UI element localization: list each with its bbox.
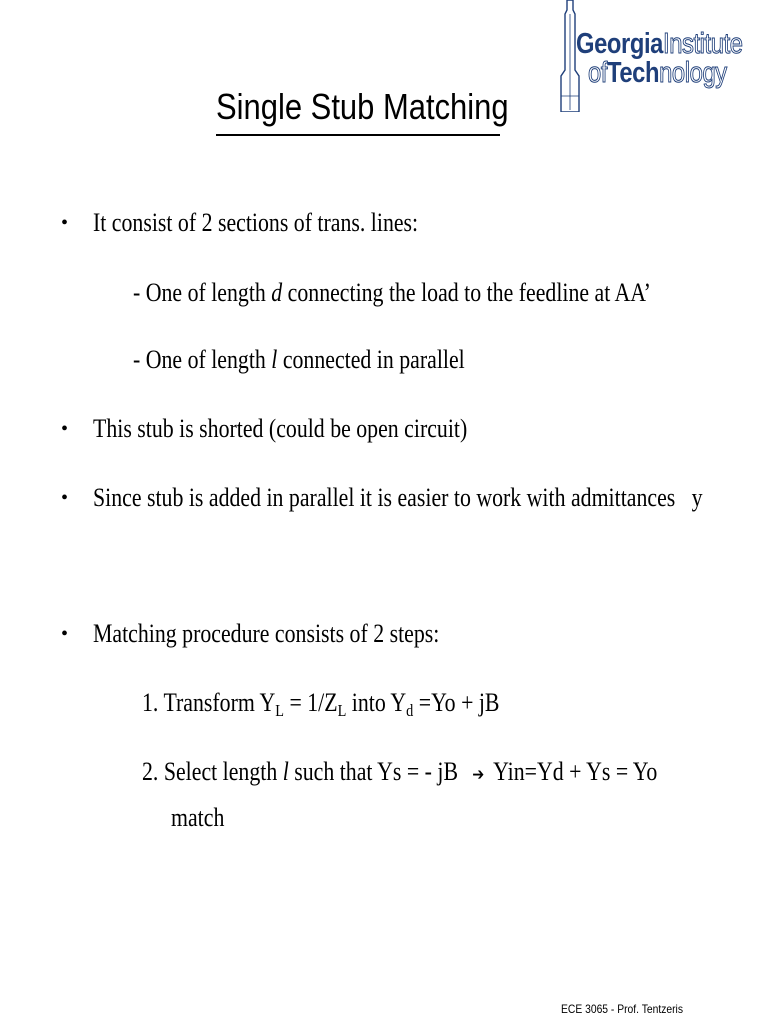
step-2-text: 2. Select length l such that Ys = - jB ➔ Yin=Yd + Ys = Yo xyxy=(142,757,658,786)
right-arrow-icon: ➔ xyxy=(472,765,485,785)
georgia-tech-logo xyxy=(558,0,758,112)
bullet-marker: • xyxy=(61,212,69,234)
bullet-sections-text: It consist of 2 sections of trans. lines: xyxy=(93,208,419,237)
footer-course-info: ECE 3065 - Prof. Tentzeris xyxy=(561,1002,683,1016)
bullet-marker: • xyxy=(61,418,69,440)
bullet-marker: • xyxy=(61,487,69,509)
title-underline xyxy=(216,134,500,136)
logo-line-1: GeorgiaInstitute xyxy=(576,28,743,60)
step-1-text: 1. Transform $Y_L = 1/Z_L$ into $Y_d =Yo$ + jB xyxy=(142,688,500,720)
logo-line-2: ofTechnology xyxy=(588,57,727,89)
bullet-shorted-text: This stub is shorted (could be open circuit) xyxy=(93,414,468,443)
bullet-admittance-text: Since stub is added in parallel it is easier to work with admittances y xyxy=(93,483,703,512)
slide-title: Single Stub Matching xyxy=(216,86,509,127)
sub-item-length-d: - One of length d connecting the load to the feedline at AA’ xyxy=(133,278,651,307)
bullet-marker: • xyxy=(61,623,69,645)
bullet-procedure-text: Matching procedure consists of 2 steps: xyxy=(93,619,440,648)
step-2-continuation: match xyxy=(171,803,225,832)
sub-item-length-l: - One of length l connected in parallel xyxy=(133,345,465,374)
